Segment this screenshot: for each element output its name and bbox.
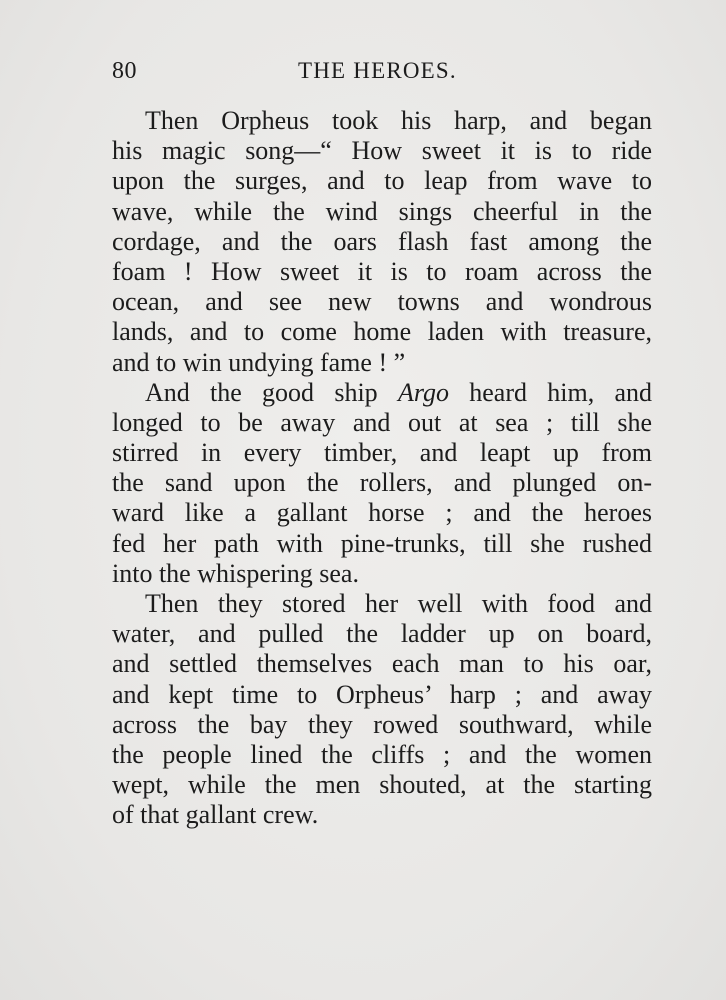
text-line: ocean, and see new towns and wondrous [112,287,652,317]
text-line: and to win undying fame ! ” [112,347,406,377]
text-line: the sand upon the rollers, and plunged on- [112,468,652,498]
running-title: THE HEROES. [298,58,457,83]
text-line: ward like a gallant horse ; and the heroes [112,498,652,528]
text-line [112,378,652,408]
paragraph-2 [112,378,652,589]
text-run: heard him, and [448,377,652,407]
text-line: Then Orpheus took his harp, and began [145,106,652,135]
page-header [112,58,652,88]
text-line: lands, and to come home laden with treasure, [112,317,652,347]
paragraph-1 [112,106,652,378]
text-run: And the good ship [145,377,398,407]
text-line: the people lined the cliffs ; and the women [112,739,652,769]
text-line: of that gallant crew. [112,800,319,830]
ship-name-italic: Argo [397,377,449,407]
text-line: fed her path with pine-trunks, till she rushed [112,528,652,558]
text-line: stirred in every timber, and leapt up from [112,438,652,468]
text-line: water, and pulled the ladder up on board, [112,619,652,649]
text-line: foam ! How sweet it is to roam across the [112,256,652,286]
page-number: 80 [112,58,137,84]
text-line: Then they stored her well with food and [145,589,652,618]
text-line: wave, while the wind sings cheerful in the [112,196,652,226]
text-line: his magic song—“ How sweet it is to ride [112,136,652,166]
text-line: longed to be away and out at sea ; till she [112,407,652,437]
paragraph-3 [112,589,652,831]
text-line: into the whispering sea. [112,558,359,588]
text-line: cordage, and the oars flash fast among the [112,226,652,256]
text-line: and kept time to Orpheus’ harp ; and away [112,679,652,709]
text-line: wept, while the men shouted, at the starting [112,770,652,800]
body-text [112,106,652,831]
text-line: and settled themselves each man to his oar, [112,649,652,679]
text-line: upon the surges, and to leap from wave to [112,166,652,196]
text-line: across the bay they rowed southward, while [112,709,652,739]
